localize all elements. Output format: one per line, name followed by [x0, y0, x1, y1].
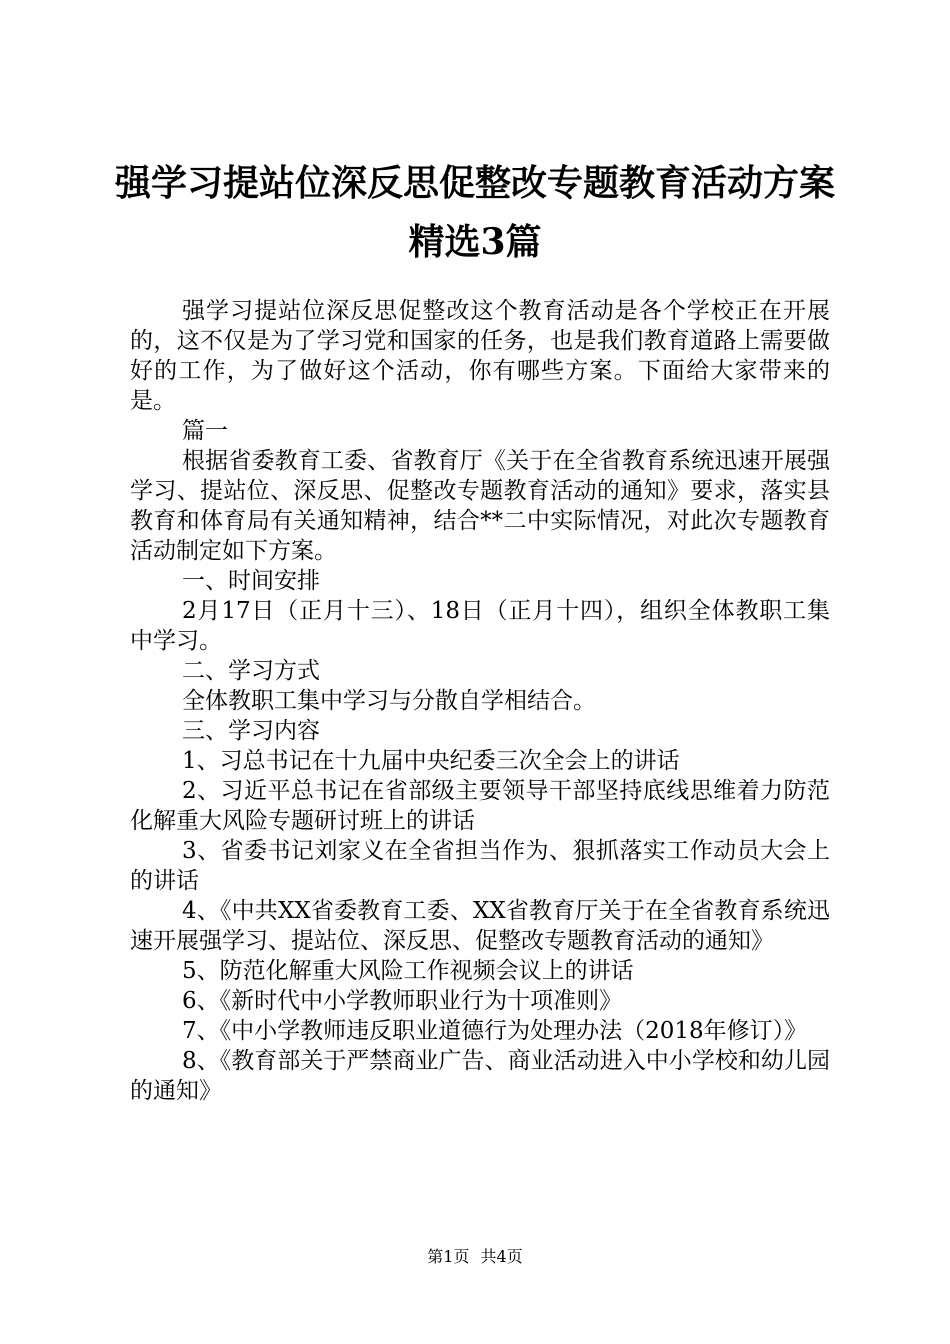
paragraph-intro: 强学习提站位深反思促整改这个教育活动是各个学校正在开展的，这不仅是为了学习党和国家的任务，也是我们教育道路上需要做好的工作，为了做好这个活动，你有哪些方案。下面给大家带来的是。	[130, 298, 830, 414]
list-item: 6、《新时代中小学教师职业行为十项准则》	[182, 988, 623, 1014]
heading-content: 三、学习内容	[182, 718, 320, 744]
heading-method: 二、学习方式	[182, 658, 320, 684]
list-item: 5、防范化解重大风险工作视频会议上的讲话	[182, 958, 634, 984]
page-number: 第1页	[427, 1247, 470, 1266]
page-footer	[0, 1244, 950, 1267]
list-item: 1、习总书记在十九届中央纪委三次全会上的讲话	[182, 748, 680, 774]
document-title-line2: 精选3篇	[408, 221, 542, 263]
document-title-line1: 强学习提站位深反思促整改专题教育活动方案	[114, 162, 835, 204]
list-item: 4、《中共XX省委教育工委、XX省教育厅关于在全省教育系统迅速开展强学习、提站位、深反思、促整改专题教育活动的通知》	[130, 898, 830, 954]
paragraph-schedule: 2月17日（正月十三）、18日（正月十四），组织全体教职工集中学习。	[130, 598, 830, 654]
list-item: 2、习近平总书记在省部级主要领导干部坚持底线思维着力防范化解重大风险专题研讨班上的讲话	[130, 778, 830, 834]
paragraph-basis: 根据省委教育工委、省教育厅《关于在全省教育系统迅速开展强学习、提站位、深反思、促整改专题教育活动的通知》要求，落实县教育和体育局有关通知精神，结合**二中实际情况，对此次专题教育活动制定如下方案。	[130, 448, 830, 564]
document-body	[130, 296, 830, 1106]
section-heading-part1: 篇一	[182, 418, 228, 444]
list-item: 7、《中小学教师违反职业道德行为处理办法（2018年修订）》	[182, 1018, 808, 1044]
page-total: 共4页	[480, 1247, 523, 1266]
list-item: 8、《教育部关于严禁商业广告、商业活动进入中小学校和幼儿园的通知》	[130, 1048, 830, 1104]
heading-schedule: 一、时间安排	[182, 568, 320, 594]
list-item: 3、省委书记刘家义在全省担当作为、狠抓落实工作动员大会上的讲话	[130, 838, 830, 894]
paragraph-method: 全体教职工集中学习与分散自学相结合。	[182, 688, 596, 714]
